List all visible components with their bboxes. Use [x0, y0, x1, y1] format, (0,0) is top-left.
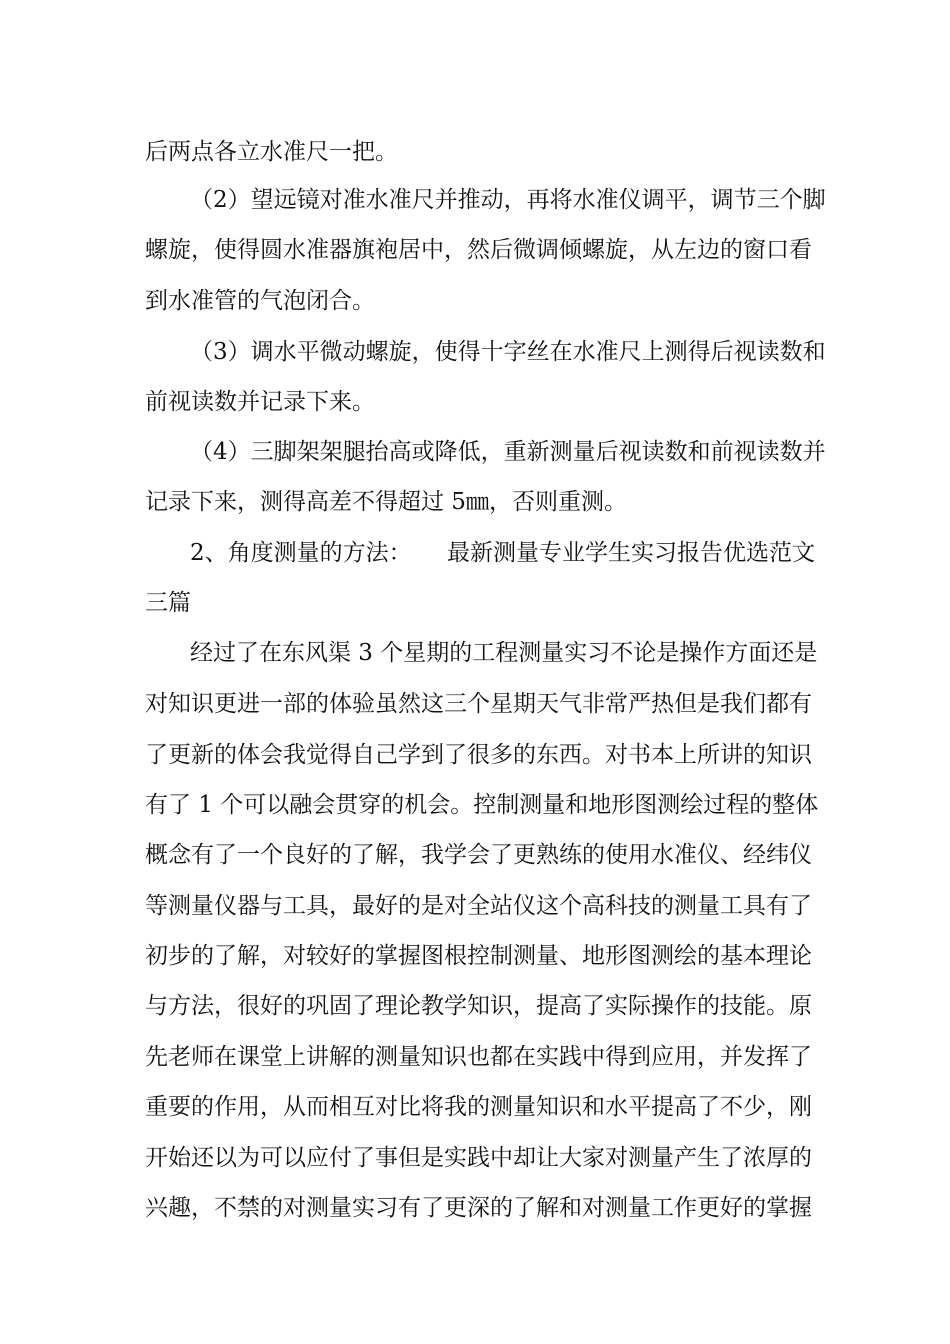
section-heading: 2、角度测量的方法：: [190, 540, 412, 566]
text-line: 经过了在东风渠 3 个星期的工程测量实习不论是操作方面还是: [190, 640, 818, 666]
text-line: 到水准管的气泡闭合。: [145, 288, 375, 314]
document-title: 最新测量专业学生实习报告优选范文: [447, 540, 815, 566]
text-line: 重要的作用，从而相互对比将我的测量知识和水平提高了不少，刚: [145, 1094, 812, 1120]
text-line: （2）望远镜对准水准尺并推动，再将水准仪调平，调节三个脚: [190, 187, 826, 213]
text-line: 记录下来，测得高差不得超过 5㎜，否则重测。: [145, 489, 627, 515]
text-line: 了更新的体会我觉得自己学到了很多的东西。对书本上所讲的知识: [145, 742, 812, 768]
text-line: 与方法，很好的巩固了理论教学知识，提高了实际操作的技能。原: [145, 993, 812, 1019]
text-line: 对知识更进一部的体验虽然这三个星期天气非常严热但是我们都有: [145, 691, 812, 717]
text-line: 有了 1 个可以融会贯穿的机会。控制测量和地形图测绘过程的整体: [145, 792, 819, 818]
text-line: （4）三脚架架腿抬高或降低，重新测量后视读数和前视读数并: [190, 439, 826, 465]
text-line: 前视读数并记录下来。: [145, 389, 375, 415]
text-line: 兴趣，不禁的对测量实习有了更深的了解和对测量工作更好的掌握: [145, 1195, 812, 1221]
text-line: 螺旋，使得圆水准器旗袍居中，然后微调倾螺旋，从左边的窗口看: [145, 237, 812, 263]
text-line: 概念有了一个良好的了解，我学会了更熟练的使用水准仪、经纬仪: [145, 842, 812, 868]
text-line: 等测量仪器与工具，最好的是对全站仪这个高科技的测量工具有了: [145, 893, 812, 919]
text-line: 后两点各立水准尺一把。: [145, 139, 398, 165]
text-line: 先老师在课堂上讲解的测量知识也都在实践中得到应用，并发挥了: [145, 1044, 812, 1070]
document-title-continued: 三篇: [145, 590, 191, 616]
text-line: 开始还以为可以应付了事但是实践中却让大家对测量产生了浓厚的: [145, 1145, 812, 1171]
text-line: 初步的了解，对较好的掌握图根控制测量、地形图测绘的基本理论: [145, 943, 812, 969]
text-line: （3）调水平微动螺旋，使得十字丝在水准尺上测得后视读数和: [190, 339, 826, 365]
